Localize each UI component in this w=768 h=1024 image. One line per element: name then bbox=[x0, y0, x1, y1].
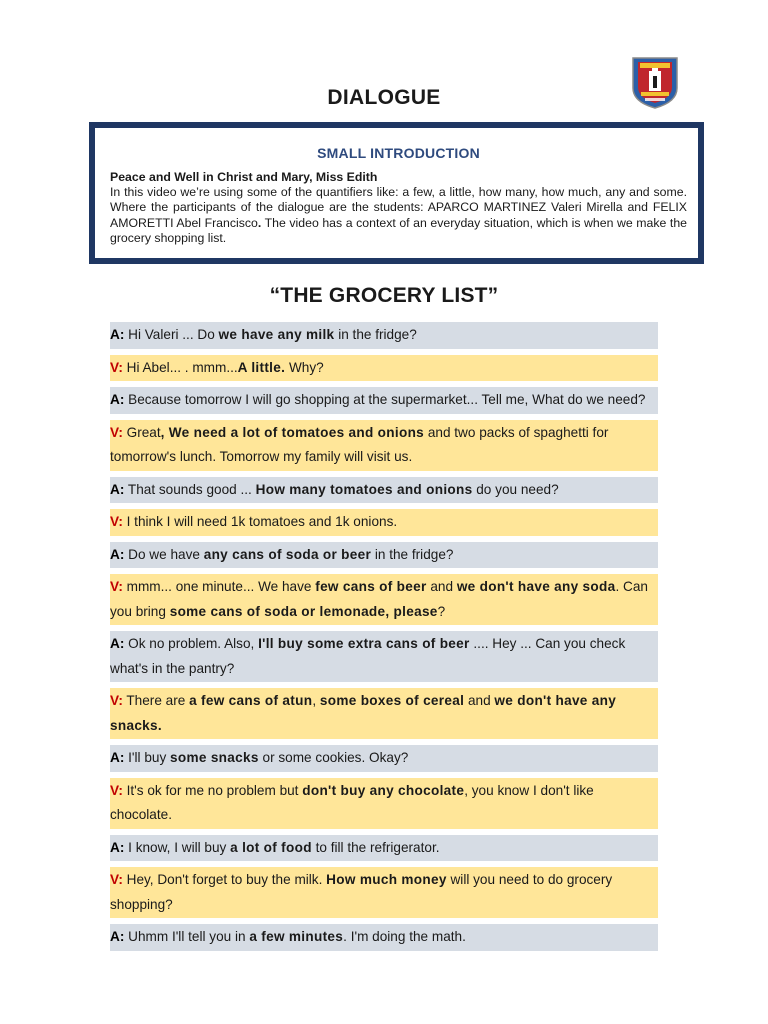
introduction-body-text: In this video we’re using some of the quantifiers like: a few, a little, how many, how much, any and some. Where the participants of the dialogue are the students: APARCO MARTINEZ Valeri Mirella and FELIX AMORETTI Abel Francisco bbox=[110, 185, 687, 230]
dialogue-text: and bbox=[426, 579, 457, 594]
dialogue-text: , you know I don't like chocolate. bbox=[110, 782, 594, 822]
dialogue-line bbox=[110, 867, 658, 918]
dialogue-line bbox=[110, 477, 658, 504]
quantifier-phrase: some snacks bbox=[170, 750, 259, 765]
dialogue-line bbox=[110, 509, 658, 536]
dialogue-line bbox=[110, 322, 658, 349]
quantifier-phrase: a lot of food bbox=[230, 839, 312, 855]
dialogue-text: Because tomorrow I will go shopping at the supermarket... Tell me, What do we need? bbox=[124, 392, 646, 407]
dialogue-text: and bbox=[464, 693, 495, 708]
dialogue-text: That sounds good ... bbox=[124, 481, 256, 497]
dialogue-text: I know, I will buy bbox=[124, 839, 231, 855]
dialogue-text: Hi Abel... . mmm... bbox=[122, 359, 238, 375]
dialogue-text: in the fridge? bbox=[371, 546, 454, 562]
introduction-heading: SMALL INTRODUCTION bbox=[317, 145, 480, 161]
dialogue-text: It's ok for me no problem but bbox=[122, 782, 303, 798]
dialogue-text: . I'm doing the math. bbox=[343, 929, 466, 944]
quantifier-phrase: How much money bbox=[326, 872, 447, 887]
dialogue-line bbox=[110, 835, 658, 862]
dialogue-line bbox=[110, 778, 658, 829]
quantifier-phrase: we don't have any soda bbox=[456, 579, 616, 594]
dialogue-text: or some cookies. Okay? bbox=[258, 750, 409, 765]
speaker-label: A: bbox=[110, 636, 125, 651]
speaker-label: A: bbox=[110, 481, 125, 497]
quantifier-phrase: we have any milk bbox=[218, 327, 335, 342]
speaker-label: V: bbox=[110, 693, 123, 708]
quantifier-phrase: A little. bbox=[237, 359, 286, 375]
dialogue-text: mmm... one minute... We have bbox=[122, 579, 316, 594]
dialogue-text: I'll buy bbox=[124, 750, 171, 765]
dialogue-text: Do we have bbox=[124, 546, 204, 562]
dialogue-title: “THE GROCERY LIST” bbox=[269, 284, 499, 307]
dialogue-line bbox=[110, 688, 658, 739]
dialogue-line bbox=[110, 631, 658, 682]
dialogue-line bbox=[110, 387, 658, 414]
speaker-label: V: bbox=[110, 359, 123, 375]
dialogue-text: ? bbox=[437, 603, 446, 619]
introduction-body-text-end: The video has a context of an everyday situation, which is when we make the grocery shopping list. bbox=[110, 215, 687, 245]
speaker-label: A: bbox=[110, 750, 125, 765]
quantifier-phrase: a few cans of atun bbox=[189, 693, 313, 708]
speaker-label: V: bbox=[110, 579, 123, 594]
quantifier-phrase: a few minutes bbox=[249, 929, 344, 944]
dialogue-text: .... Hey ... Can you check what's in the pantry? bbox=[110, 636, 626, 676]
dialogue-line bbox=[110, 574, 658, 625]
dialogue-text: and two packs of spaghetti for tomorrow's lunch. Tomorrow my family will visit us. bbox=[110, 424, 609, 464]
speaker-label: V: bbox=[110, 514, 123, 529]
quantifier-phrase: few cans of beer bbox=[315, 579, 427, 594]
introduction-box bbox=[89, 122, 704, 264]
introduction-body bbox=[110, 185, 687, 246]
dialogue-list bbox=[110, 322, 658, 951]
dialogue-text: Hi Valeri ... Do bbox=[124, 327, 219, 342]
introduction-greeting: Peace and Well in Christ and Mary, Miss Edith bbox=[110, 170, 378, 184]
quantifier-phrase: How many tomatoes and onions bbox=[255, 481, 473, 497]
dialogue-line bbox=[110, 924, 658, 951]
dialogue-line bbox=[110, 355, 658, 382]
speaker-label: A: bbox=[110, 929, 125, 944]
dialogue-line bbox=[110, 542, 658, 569]
speaker-label: A: bbox=[110, 327, 125, 342]
quantifier-phrase: I'll buy some extra cans of beer bbox=[258, 636, 470, 651]
dialogue-text: Why? bbox=[285, 359, 324, 375]
dialogue-text: There are bbox=[122, 693, 190, 708]
speaker-label: A: bbox=[110, 392, 125, 407]
speaker-label: A: bbox=[110, 839, 125, 855]
dialogue-text: Uhmm I'll tell you in bbox=[124, 929, 250, 944]
quantifier-phrase: any cans of soda or beer bbox=[203, 546, 372, 562]
quantifier-phrase: don't buy any chocolate bbox=[302, 782, 465, 798]
dialogue-text: I think I will need 1k tomatoes and 1k onions. bbox=[122, 514, 398, 529]
quantifier-phrase: , We need a lot of tomatoes and onions bbox=[160, 424, 425, 440]
dialogue-text: in the fridge? bbox=[334, 327, 417, 342]
document-title: DIALOGUE bbox=[327, 86, 441, 109]
dialogue-text: Great bbox=[122, 424, 161, 440]
dialogue-text: , bbox=[312, 693, 320, 708]
dialogue-text: Ok no problem. Also, bbox=[124, 636, 259, 651]
dialogue-text: do you need? bbox=[472, 481, 559, 497]
dialogue-text: Hey, Don't forget to buy the milk. bbox=[122, 872, 327, 887]
dialogue-text: . Can you bring bbox=[110, 579, 648, 619]
dialogue-text: to fill the refrigerator. bbox=[311, 839, 440, 855]
quantifier-phrase: we don't have any snacks. bbox=[110, 693, 617, 733]
introduction-body-period: . bbox=[257, 215, 262, 230]
quantifier-phrase: some boxes of cereal bbox=[319, 693, 465, 708]
quantifier-phrase: some cans of soda or lemonade, please bbox=[169, 603, 438, 619]
speaker-label: V: bbox=[110, 424, 123, 440]
speaker-label: A: bbox=[110, 546, 125, 562]
dialogue-line bbox=[110, 745, 658, 772]
dialogue-line bbox=[110, 420, 658, 471]
dialogue-text: will you need to do grocery shopping? bbox=[110, 872, 613, 912]
speaker-label: V: bbox=[110, 782, 123, 798]
speaker-label: V: bbox=[110, 872, 123, 887]
